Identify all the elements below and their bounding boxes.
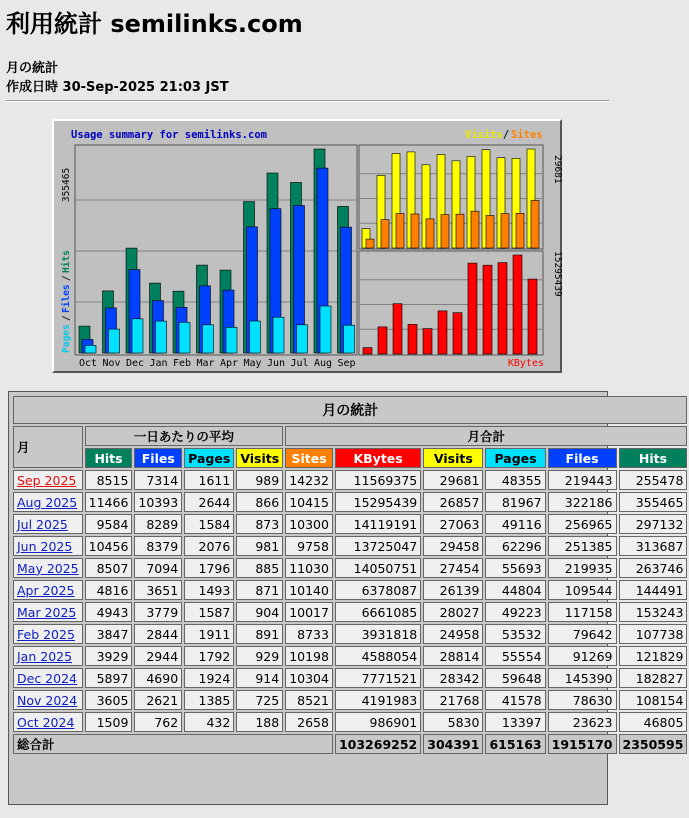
- value-cell: 26857: [423, 492, 483, 512]
- value-cell: 48355: [485, 470, 545, 490]
- value-cell: 871: [236, 580, 283, 600]
- value-cell: 762: [134, 712, 182, 732]
- value-cell: 432: [184, 712, 234, 732]
- value-cell: 4943: [85, 602, 133, 622]
- value-cell: 885: [236, 558, 283, 578]
- bar-sites-Jan: [411, 214, 419, 248]
- total-value-cell: 2350595: [619, 734, 688, 754]
- value-cell: 117158: [548, 602, 617, 622]
- bar-sites-May: [471, 211, 479, 248]
- value-cell: 29681: [423, 470, 483, 490]
- bar-sites-Feb: [426, 219, 434, 248]
- totals-row: [13, 734, 687, 754]
- value-cell: 3605: [85, 690, 133, 710]
- table-row: [13, 536, 687, 556]
- month-cell: [13, 580, 83, 600]
- value-cell: 11466: [85, 492, 133, 512]
- page-title: 利用統計 semilinks.com: [6, 10, 303, 38]
- value-cell: 55554: [485, 646, 545, 666]
- value-cell: 182827: [619, 668, 688, 688]
- value-cell: 297132: [619, 514, 688, 534]
- bar-pages-Apr: [226, 327, 237, 353]
- value-cell: 49116: [485, 514, 545, 534]
- value-cell: 10393: [134, 492, 182, 512]
- value-cell: 219935: [548, 558, 617, 578]
- bar-pages-Mar: [203, 325, 214, 353]
- daily-average-header: 一日あたりの平均: [85, 426, 284, 446]
- total-value-cell: 103269252: [335, 734, 421, 754]
- right-bottom-max-label: 15295439: [552, 251, 563, 297]
- value-cell: 2844: [134, 624, 182, 644]
- value-cell: 5830: [423, 712, 483, 732]
- value-cell: 263746: [619, 558, 688, 578]
- month-link[interactable]: Aug 2025: [17, 494, 78, 510]
- value-cell: 14050751: [335, 558, 421, 578]
- value-cell: 144491: [619, 580, 688, 600]
- value-cell: 4191983: [335, 690, 421, 710]
- value-cell: 251385: [548, 536, 617, 556]
- legend-files: Files: [61, 284, 72, 313]
- legend-visits: Visits: [465, 129, 503, 141]
- bar-sites-Apr: [456, 214, 464, 248]
- value-cell: 153243: [619, 602, 688, 622]
- bar-pages-Jun: [273, 317, 284, 353]
- value-cell: 8521: [285, 690, 333, 710]
- month-link[interactable]: Jul 2025: [17, 516, 68, 532]
- month-cell: [13, 624, 83, 644]
- legend-separator: /: [61, 315, 72, 321]
- value-cell: 91269: [548, 646, 617, 666]
- month-link[interactable]: Jun 2025: [17, 538, 73, 554]
- x-tick-label: Nov: [102, 358, 121, 369]
- col-header-total-hits: Hits: [619, 448, 688, 468]
- x-tick-label: May: [243, 358, 262, 369]
- col-header-daily-files: Files: [134, 448, 182, 468]
- value-cell: 14119191: [335, 514, 421, 534]
- month-cell: [13, 602, 83, 622]
- month-link[interactable]: Mar 2025: [17, 604, 77, 620]
- value-cell: 145390: [548, 668, 617, 688]
- value-cell: 8733: [285, 624, 333, 644]
- value-cell: 10017: [285, 602, 333, 622]
- col-header-daily-pages: Pages: [184, 448, 234, 468]
- usage-summary-chart: [52, 119, 562, 373]
- x-tick-label: Jul: [290, 358, 309, 369]
- value-cell: 49223: [485, 602, 545, 622]
- value-cell: 10198: [285, 646, 333, 666]
- value-cell: 866: [236, 492, 283, 512]
- monthly-stats-table-container: [8, 391, 684, 805]
- month-link[interactable]: Sep 2025: [17, 472, 77, 488]
- value-cell: 8379: [134, 536, 182, 556]
- value-cell: 4588054: [335, 646, 421, 666]
- value-cell: 1385: [184, 690, 234, 710]
- month-header: 月: [13, 426, 83, 468]
- bar-pages-Oct: [85, 345, 96, 353]
- value-cell: 10456: [85, 536, 133, 556]
- legend-sites: Sites: [511, 129, 543, 141]
- value-cell: 2658: [285, 712, 333, 732]
- x-tick-label: Sep: [337, 358, 356, 369]
- table-row: [13, 712, 687, 732]
- value-cell: 914: [236, 668, 283, 688]
- page-subtitle: 月の統計: [6, 61, 59, 76]
- bar-sites-Jul: [501, 214, 509, 248]
- legend-separator: /: [61, 275, 72, 281]
- value-cell: 10300: [285, 514, 333, 534]
- bar-sites-Dec: [396, 214, 404, 248]
- value-cell: 59648: [485, 668, 545, 688]
- value-cell: 322186: [548, 492, 617, 512]
- table-row: [13, 492, 687, 512]
- value-cell: 1493: [184, 580, 234, 600]
- value-cell: 355465: [619, 492, 688, 512]
- monthly-stats-table: [11, 394, 689, 756]
- bar-kbytes-Jan: [408, 324, 417, 354]
- value-cell: 2644: [184, 492, 234, 512]
- value-cell: 46805: [619, 712, 688, 732]
- value-cell: 1792: [184, 646, 234, 666]
- bar-sites-Mar: [441, 215, 449, 248]
- value-cell: 725: [236, 690, 283, 710]
- value-cell: 8507: [85, 558, 133, 578]
- bar-pages-Jan: [156, 321, 167, 353]
- month-link[interactable]: Feb 2025: [17, 626, 75, 642]
- month-cell: [13, 712, 83, 732]
- bar-kbytes-Aug: [513, 255, 522, 354]
- value-cell: 4690: [134, 668, 182, 688]
- value-cell: 1911: [184, 624, 234, 644]
- bar-kbytes-Jul: [498, 263, 507, 354]
- value-cell: 4816: [85, 580, 133, 600]
- value-cell: 1611: [184, 470, 234, 490]
- col-header-total-pages: Pages: [485, 448, 545, 468]
- value-cell: 986901: [335, 712, 421, 732]
- value-cell: 1587: [184, 602, 234, 622]
- x-tick-label: Oct: [78, 358, 98, 369]
- value-cell: 9584: [85, 514, 133, 534]
- value-cell: 8515: [85, 470, 133, 490]
- bar-pages-Jul: [297, 325, 308, 353]
- value-cell: 10415: [285, 492, 333, 512]
- month-cell: [13, 668, 83, 688]
- value-cell: 219443: [548, 470, 617, 490]
- bar-kbytes-May: [468, 263, 477, 354]
- month-cell: [13, 470, 83, 490]
- month-cell: [13, 690, 83, 710]
- value-cell: 15295439: [335, 492, 421, 512]
- value-cell: 55693: [485, 558, 545, 578]
- x-tick-label: Dec: [125, 358, 145, 369]
- value-cell: 13725047: [335, 536, 421, 556]
- column-header-row: [13, 448, 687, 468]
- month-cell: [13, 646, 83, 666]
- value-cell: 26139: [423, 580, 483, 600]
- value-cell: 989: [236, 470, 283, 490]
- value-cell: 2621: [134, 690, 182, 710]
- right-top-max-label: 29681: [552, 155, 563, 184]
- value-cell: 1584: [184, 514, 234, 534]
- left-max-label: 355465: [61, 167, 72, 203]
- chart-title: Usage summary for semilinks.com: [71, 129, 267, 141]
- table-row: [13, 558, 687, 578]
- value-cell: 107738: [619, 624, 688, 644]
- value-cell: 11569375: [335, 470, 421, 490]
- table-row: [13, 470, 687, 490]
- table-row: [13, 668, 687, 688]
- value-cell: 28342: [423, 668, 483, 688]
- value-cell: 9758: [285, 536, 333, 556]
- legend-pages: Pages: [61, 324, 72, 353]
- value-cell: 7094: [134, 558, 182, 578]
- value-cell: 929: [236, 646, 283, 666]
- month-link[interactable]: Jan 2025: [17, 648, 73, 664]
- value-cell: 256965: [548, 514, 617, 534]
- value-cell: 24958: [423, 624, 483, 644]
- bar-pages-Dec: [132, 319, 143, 353]
- total-value-cell: 615163: [485, 734, 545, 754]
- value-cell: 7771521: [335, 668, 421, 688]
- x-tick-label: Jan: [149, 358, 168, 369]
- totals-label: 総合計: [13, 734, 333, 754]
- bar-kbytes-Nov: [378, 327, 387, 354]
- value-cell: 108154: [619, 690, 688, 710]
- value-cell: 27454: [423, 558, 483, 578]
- bar-kbytes-Mar: [438, 311, 447, 354]
- x-tick-label: Mar: [196, 358, 215, 369]
- generated-timestamp: 作成日時 30-Sep-2025 21:03 JST: [6, 80, 229, 95]
- month-cell: [13, 536, 83, 556]
- table-row: [13, 580, 687, 600]
- value-cell: 981: [236, 536, 283, 556]
- value-cell: 21768: [423, 690, 483, 710]
- bar-pages-Nov: [109, 329, 120, 353]
- left-legend: [61, 250, 72, 353]
- total-value-cell: 304391: [423, 734, 483, 754]
- value-cell: 81967: [485, 492, 545, 512]
- value-cell: 28027: [423, 602, 483, 622]
- bar-sites-Aug: [516, 213, 524, 248]
- table-row: [13, 514, 687, 534]
- value-cell: 23623: [548, 712, 617, 732]
- month-link[interactable]: May 2025: [17, 560, 79, 576]
- value-cell: 5897: [85, 668, 133, 688]
- value-cell: 3931818: [335, 624, 421, 644]
- bar-pages-Feb: [179, 322, 190, 353]
- value-cell: 255478: [619, 470, 688, 490]
- bar-kbytes-Apr: [453, 313, 462, 354]
- table-title: 月の統計: [13, 396, 687, 424]
- x-axis-labels: [79, 358, 356, 369]
- month-link[interactable]: Nov 2024: [17, 692, 78, 708]
- chart-canvas: [54, 121, 563, 371]
- x-tick-label: Apr: [219, 358, 239, 369]
- col-header-total-sites: Sites: [285, 448, 333, 468]
- value-cell: 2944: [134, 646, 182, 666]
- bar-sites-Sep: [531, 201, 539, 249]
- bar-pages-Sep: [344, 325, 355, 353]
- col-header-daily-hits: Hits: [85, 448, 133, 468]
- value-cell: 10304: [285, 668, 333, 688]
- kbytes-label: KBytes: [507, 358, 544, 369]
- col-header-total-files: Files: [548, 448, 617, 468]
- value-cell: 3929: [85, 646, 133, 666]
- value-cell: 7314: [134, 470, 182, 490]
- value-cell: 14232: [285, 470, 333, 490]
- value-cell: 53532: [485, 624, 545, 644]
- monthly-total-header: 月合計: [285, 426, 687, 446]
- value-cell: 62296: [485, 536, 545, 556]
- value-cell: 6661085: [335, 602, 421, 622]
- value-cell: 891: [236, 624, 283, 644]
- value-cell: 11030: [285, 558, 333, 578]
- bar-kbytes-Sep: [528, 279, 537, 354]
- value-cell: 78630: [548, 690, 617, 710]
- month-cell: [13, 492, 83, 512]
- value-cell: 121829: [619, 646, 688, 666]
- value-cell: 13397: [485, 712, 545, 732]
- table-row: [13, 646, 687, 666]
- bar-kbytes-Oct: [363, 348, 372, 354]
- value-cell: 10140: [285, 580, 333, 600]
- bar-pages-May: [250, 321, 261, 353]
- bar-sites-Oct: [366, 239, 374, 248]
- group-header-row: [13, 426, 687, 446]
- bar-kbytes-Feb: [423, 329, 432, 354]
- table-row: [13, 602, 687, 622]
- value-cell: 1796: [184, 558, 234, 578]
- value-cell: 3651: [134, 580, 182, 600]
- legend-hits: Hits: [61, 250, 72, 273]
- bar-pages-Aug: [320, 306, 331, 353]
- value-cell: 8289: [134, 514, 182, 534]
- value-cell: 6378087: [335, 580, 421, 600]
- table-row: [13, 624, 687, 644]
- value-cell: 188: [236, 712, 283, 732]
- value-cell: 3779: [134, 602, 182, 622]
- value-cell: 41578: [485, 690, 545, 710]
- value-cell: 27063: [423, 514, 483, 534]
- divider: [6, 100, 609, 102]
- col-header-daily-visits: Visits: [236, 448, 283, 468]
- x-tick-label: Jun: [266, 358, 286, 369]
- legend-separator: /: [503, 129, 510, 141]
- col-header-total-visits: Visits: [423, 448, 483, 468]
- x-tick-label: Aug: [313, 358, 333, 369]
- value-cell: 313687: [619, 536, 688, 556]
- month-link[interactable]: Apr 2025: [17, 582, 75, 598]
- value-cell: 28814: [423, 646, 483, 666]
- bar-sites-Nov: [381, 220, 389, 248]
- x-tick-label: Feb: [172, 358, 192, 369]
- value-cell: 3847: [85, 624, 133, 644]
- month-cell: [13, 514, 83, 534]
- value-cell: 109544: [548, 580, 617, 600]
- value-cell: 904: [236, 602, 283, 622]
- bar-kbytes-Jun: [483, 265, 492, 354]
- value-cell: 873: [236, 514, 283, 534]
- value-cell: 29458: [423, 536, 483, 556]
- table-row: [13, 690, 687, 710]
- month-link[interactable]: Oct 2024: [17, 714, 75, 730]
- month-cell: [13, 558, 83, 578]
- value-cell: 44804: [485, 580, 545, 600]
- col-header-total-kbytes: KBytes: [335, 448, 421, 468]
- bar-sites-Jun: [486, 216, 494, 249]
- table-title-row: [13, 396, 687, 424]
- value-cell: 1924: [184, 668, 234, 688]
- value-cell: 79642: [548, 624, 617, 644]
- value-cell: 1509: [85, 712, 133, 732]
- value-cell: 2076: [184, 536, 234, 556]
- month-link[interactable]: Dec 2024: [17, 670, 77, 686]
- bar-kbytes-Dec: [393, 304, 402, 354]
- total-value-cell: 1915170: [548, 734, 617, 754]
